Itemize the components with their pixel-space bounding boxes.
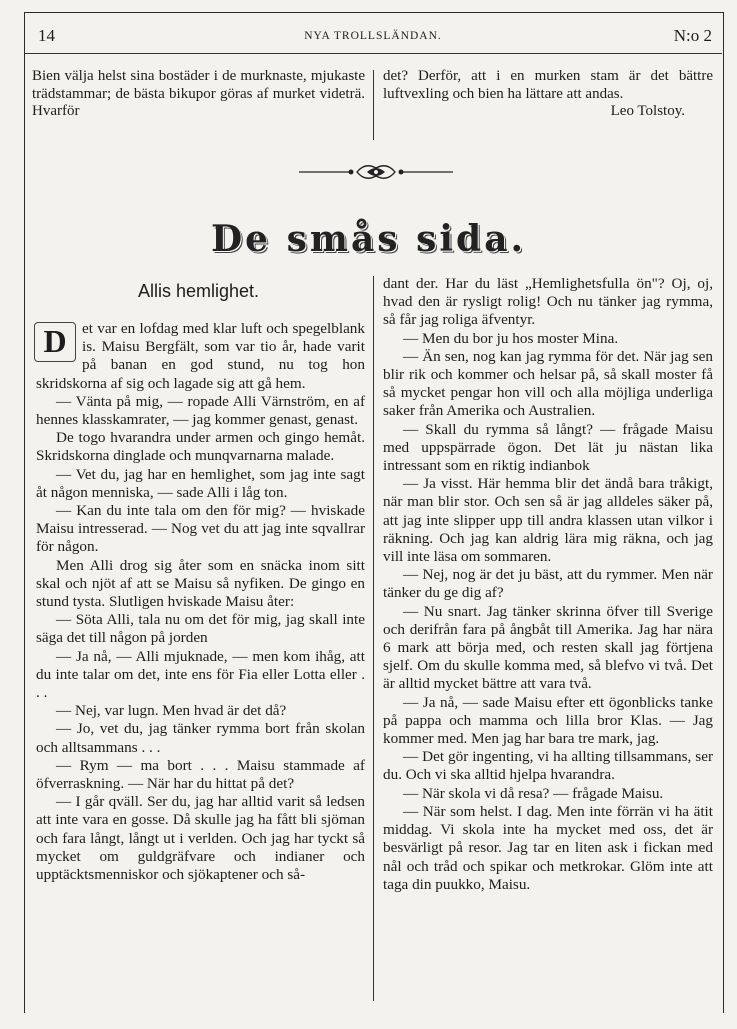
story-paragraph: — Nu snart. Jag tänker skrinna öfver till Sverige och derifrån fara på ångbåt till Amerika. Jag har nära 6 mark att börja med, och resten skall jag förtjena sjelf. Om du skulle komma med, så blefvo vi två. Det är alltid mycket bättre att vara två. xyxy=(383,602,713,693)
story-paragraph: — Kan du inte tala om den för mig? — hviskade Maisu intresserad. — Nog vet du att jag inte sqvallrar för någon. xyxy=(36,502,365,556)
story-paragraph: — Det gör ingenting, vi ha allting tillsammans, ser du. Och vi ska alltid hjelpa hvarandra. xyxy=(383,748,713,784)
story-paragraph: — Nej, nog är det ju bäst, att du rymmer. Men när tänker du ge dig af? xyxy=(383,566,713,602)
story-column-right xyxy=(383,275,713,894)
story-paragraph: — Söta Alli, tala nu om det för mig, jag skall inte säga det till någon på jorden xyxy=(36,611,365,647)
intro-text-right xyxy=(383,68,713,121)
story-paragraph: D et var en lofdag med klar luft och spegelblank is. Maisu Bergfält, som var tio år, hade varit på banan en god stund, nu tog hon skridskorna af sig och lagade sig att gå hem. xyxy=(36,320,365,392)
intro-right-text: det? Derför, att i en murken stam är det bättre luftvexling och bien ha lättare att andas. xyxy=(383,68,713,102)
column-divider xyxy=(373,276,374,1001)
header-rule xyxy=(24,53,722,54)
story-paragraph: — Vänta på mig, — ropade Alli Värnström, en af hennes klasskamrater, — jag kommer genast, genast. xyxy=(36,392,365,429)
story-paragraph: dant der. Har du läst „Hemlighetsfulla ön"? Oj, oj, hvad den är rysligt rolig! Och nu tänker jag rymma, så får jag roliga äfventyr. xyxy=(383,275,713,329)
story-paragraph: — I går qväll. Ser du, jag har alltid varit så ledsen att inte vara en gosse. Då skulle jag ha fått bli sjöman och fara långt, långt ut i verlden. Och jag har tyckt så mycket om guldgräfvare och indianer och upptäcktsmenniskor och sjökaptener och så- xyxy=(36,793,365,884)
story-column-left xyxy=(36,320,365,884)
page-number: 14 xyxy=(38,26,55,45)
story-paragraph: — Nej, var lugn. Men hvad är det då? xyxy=(56,702,287,720)
issue-number: N:o 2 xyxy=(673,26,712,45)
ornament-divider xyxy=(295,160,457,184)
story-paragraph: — När skola vi då resa? — frågade Maisu. xyxy=(403,784,664,802)
story-paragraph: — Vet du, jag har en hemlighet, som jag inte sagt åt någon menniska, — sade Alli i låg ton. xyxy=(36,465,365,501)
story-paragraph: De togo hvarandra under armen och gingo hemåt. Skridskorna dinglade och munqvarnarna malade. xyxy=(36,429,365,465)
story-paragraph: Men Alli drog sig åter som en snäcka inom sitt skal och njöt af att se Maisu så nyfiken. De gingo en stund tysta. Slutligen hviskade Maisu åter: xyxy=(36,556,365,611)
dropcap-letter: D xyxy=(34,322,76,362)
story-paragraph: — Jo, vet du, jag tänker rymma bort från skolan och alltsammans . . . xyxy=(36,720,365,756)
story-paragraph: — Ja visst. Här hemma blir det ändå bara tråkigt, när man blir stor. Och sen så är jag alldeles säker på, att jag inte slipper upp till andra klassen utan vilkor i räkning. Och jag kan aldrig lära mig räkna, och jag vill inte läsa om sommaren. xyxy=(383,475,713,566)
magazine-title: NYA TROLLSLÄNDAN. xyxy=(304,30,442,42)
story-paragraph: — Men du bor ju hos moster Mina. xyxy=(403,329,619,347)
column-divider-top xyxy=(373,70,374,140)
section-title: De smås sida. xyxy=(210,218,527,260)
story-paragraph: — Ja nå, — sade Maisu efter ett ögonblicks tanke på pappa och mamma och lilla bror Klas. — Jag kommer med. Men jag har bara tre mark, jag. xyxy=(383,693,713,748)
story-title: Allis hemlighet. xyxy=(137,281,260,301)
intro-text-left: Bien välja helst sina bostäder i de murknaste, mjukaste trädstammar; de bästa bikupor göras af murket videträ. Hvarför xyxy=(32,68,365,119)
story-paragraph: — När som helst. I dag. Men inte förrän vi ha ätit middag. Vi skola inte ha mycket med oss, det är besvärligt på resor. Jag tar en liten ask i fickan med nål och tråd och spikar och metkrokar. Glöm inte att taga din puukko, Maisu. xyxy=(383,802,713,893)
story-paragraph: — Ja nå, — Alli mjuknade, — men kom ihåg, att du inte talar om det, inte ens för Fia eller Lotta eller . . . xyxy=(36,647,365,702)
story-paragraph: — Rym — ma bort . . . Maisu stammade af öfverraskning. — När har du hittat på det? xyxy=(36,756,365,793)
story-paragraph: — Än sen, nog kan jag rymma för det. När jag sen blir rik och kommer och helsar på, så skall moster få så mycket pengar hon vill och alla möjliga underliga saker från Amerika och Australien. xyxy=(383,347,713,420)
author-signature: Leo Tolstoy. xyxy=(610,103,685,119)
page-header xyxy=(24,20,722,50)
story-paragraph: — Skall du rymma så långt? — frågade Maisu med uppspärrade ögon. Det lät ju nästan lika intressant som en riktig indianbok xyxy=(383,420,713,475)
